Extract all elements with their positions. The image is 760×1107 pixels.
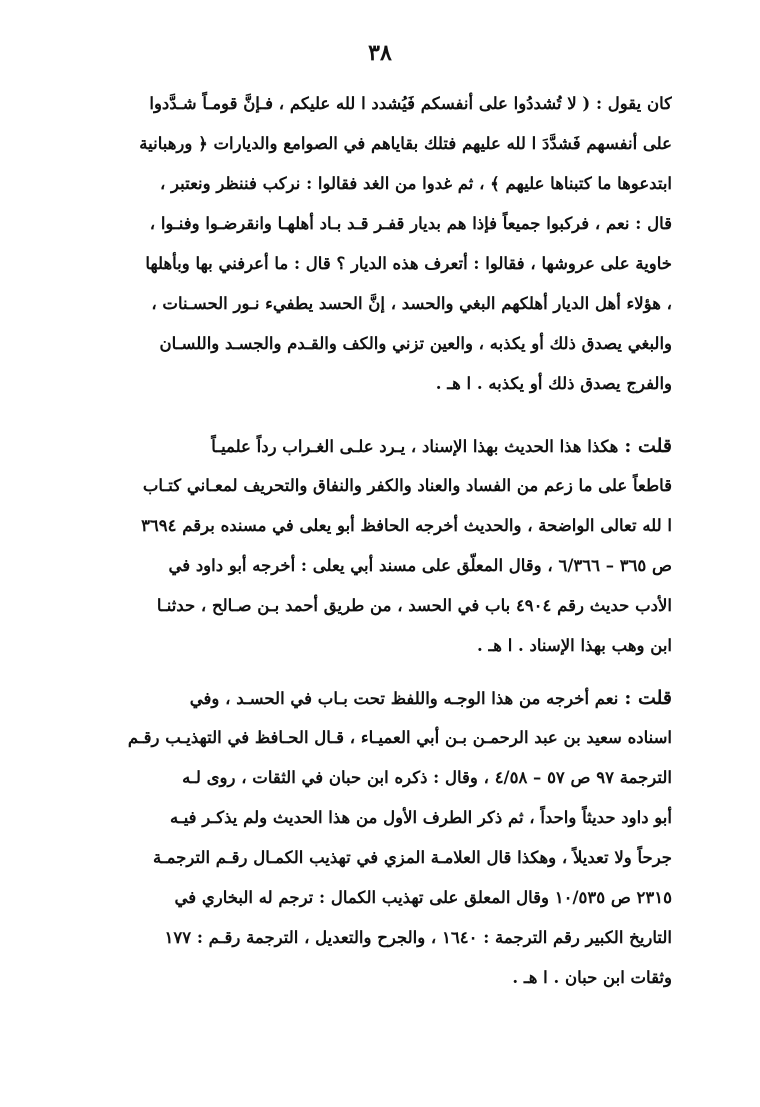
paragraph-line: التاريخ الكبير رقم الترجمة : ١٦٤٠ ، والجرح والتعديل ، الترجمة رقـم : ١٧٧	[164, 928, 672, 947]
paragraph-line: ، هؤلاء أهل الديار أهلكهم البغي والحسد ، إنَّ الحسد يطفيء نـور الحسـنات ،	[151, 294, 672, 313]
paragraph-1	[70, 84, 672, 404]
paragraph-line-text: هكذا هذا الحديث بهذا الإسناد ، يـرد علـى الغـراب رداً علميـاً	[211, 437, 619, 456]
paragraph-line: كان يقول : ( لا تُشددُوا على أنفسكم فَيُشدد ا لله عليكم ، فـإنَّ قومـاً شـدَّدوا	[149, 94, 672, 113]
qult-heading: قلت :	[624, 687, 672, 709]
paragraph-first-line	[70, 426, 672, 466]
paragraph-2	[70, 426, 672, 666]
paragraph-line: قاطعاً على ما زعم من الفساد والعناد والكفر والنفاق والتحريف لمعـاني كتـاب	[142, 476, 672, 495]
paragraph-line-text: نعم أخرجه من هذا الوجـه واللفظ تحت بـاب في الحسـد ، وفي	[189, 689, 619, 708]
paragraph-line: وثقات ابن حبان . ا هـ .	[512, 968, 672, 987]
paragraph-line: على أنفسهم فَشدَّدَ ا لله عليهم فتلك بقاياهم في الصوامع والديارات ﴿ ورهبانية	[139, 134, 672, 153]
paragraph-line: الأدب حديث رقم ٤٩٠٤ باب في الحسد ، من طريق أحمد بـن صـالح ، حدثنـا	[156, 596, 672, 615]
paragraph-line: والفرج يصدق ذلك أو يكذبه . ا هـ .	[435, 374, 672, 393]
paragraph-line: ابتدعوها ما كتبناها عليهم ﴾ ، ثم غدوا من الغد فقالوا : نركب فننظر ونعتبر ،	[159, 174, 672, 193]
paragraph-line: خاوية على عروشها ، فقالوا : أتعرف هذه الديار ؟ قال : ما أعرفني بها وبأهلها	[145, 254, 672, 273]
paragraph-3	[70, 678, 672, 998]
paragraph-line: اسناده سعيد بن عبد الرحمـن بـن أبي العميـاء ، قـال الحـافظ في التهذيـب رقـم	[127, 728, 672, 747]
paragraph-first-line	[70, 678, 672, 718]
qult-heading: قلت :	[624, 435, 672, 457]
paragraph-line: ابن وهب بهذا الإسناد . ا هـ .	[476, 636, 672, 655]
paragraph-line: الترجمة ٩٧ ص ٥٧ – ٤/٥٨ ، وقال : ذكره ابن حبان في الثقات ، روى لـه	[182, 768, 672, 787]
paragraph-line: ٢٣١٥ ص ١٠/٥٣٥ وقال المعلق على تهذيب الكمال : ترجم له البخاري في	[174, 888, 672, 907]
paragraph-line: والبغي يصدق ذلك أو يكذبه ، والعين تزني والكف والقـدم والجسـد واللسـان	[159, 334, 672, 353]
paragraph-line: جرحاً ولا تعديلاً ، وهكذا قال العلامـة المزي في تهذيب الكمـال رقـم الترجمـة	[152, 848, 672, 867]
page-number: ٣٨	[368, 40, 392, 66]
paragraph-line: ص ٣٦٥ – ٦/٣٦٦ ، وقال المعلّق على مسند أبي يعلى : أخرجه أبو داود في	[168, 556, 672, 575]
paragraph-line: ا لله تعالى الواضحة ، والحديث أخرجه الحافظ أبو يعلى في مسنده برقم ٣٦٩٤	[141, 516, 672, 535]
paragraph-line: قال : نعم ، فركبوا جميعاً فإذا هم بديار قفـر قـد بـاد أهلهـا وانقرضـوا وفنـوا ،	[149, 214, 672, 233]
paragraph-line: أبو داود حديثاً واحداً ، ثم ذكر الطرف الأول من هذا الحديث ولم يذكـر فيـه	[170, 808, 672, 827]
